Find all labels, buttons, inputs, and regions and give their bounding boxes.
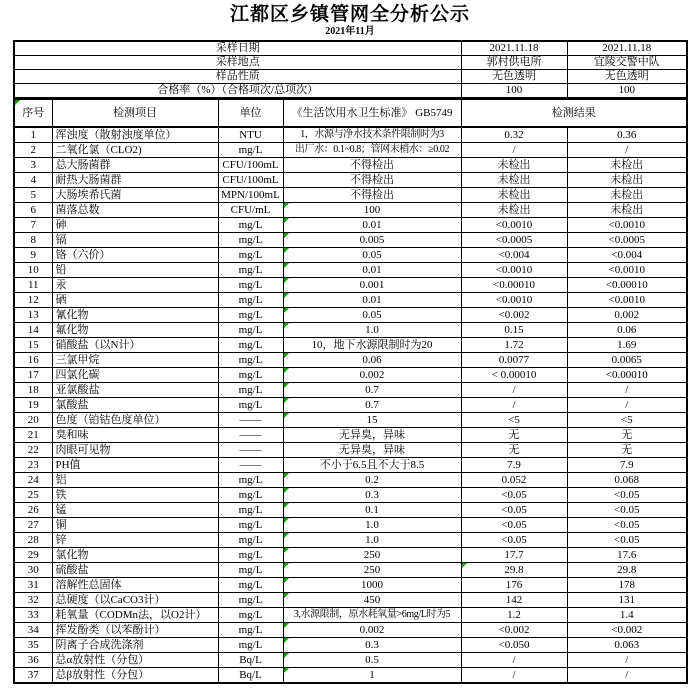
info-value-1: 无色透明 [461, 70, 567, 84]
cell-index: 24 [14, 473, 52, 488]
cell-result-2: 17.6 [567, 548, 687, 563]
cell-unit: mg/L [218, 263, 283, 278]
cell-standard: 1.0 [283, 518, 461, 533]
cell-index: 17 [14, 368, 52, 383]
cell-unit: —— [218, 443, 283, 458]
cell-result-1: 未检出 [461, 188, 567, 203]
cell-unit: mg/L [218, 143, 283, 158]
cell-item: 阴离子合成洗涤剂 [52, 638, 218, 653]
cell-result-2: <0.004 [567, 248, 687, 263]
table-row [14, 173, 687, 188]
cell-result-1: 无 [461, 428, 567, 443]
table-row [14, 263, 687, 278]
cell-item: 氯酸盐 [52, 398, 218, 413]
cell-result-1: 未检出 [461, 158, 567, 173]
cell-item: 耗氧量（CODMn法，以O2计） [52, 608, 218, 623]
cell-unit: mg/L [218, 623, 283, 638]
cell-item: 溶解性总固体 [52, 578, 218, 593]
cell-standard: 1.0 [283, 323, 461, 338]
info-label: 采样日期 [14, 41, 461, 56]
table-row [14, 233, 687, 248]
info-value-1: 2021.11.18 [461, 41, 567, 56]
cell-standard: 0.001 [283, 278, 461, 293]
cell-unit: mg/L [218, 383, 283, 398]
cell-standard: 15 [283, 413, 461, 428]
cell-result-1: <0.002 [461, 623, 567, 638]
cell-result-1: <0.0010 [461, 293, 567, 308]
table-row [14, 428, 687, 443]
cell-standard: 250 [283, 548, 461, 563]
cell-result-2: 无 [567, 428, 687, 443]
water-quality-table [13, 40, 688, 684]
cell-result-2: 0.068 [567, 473, 687, 488]
cell-standard: 1.0 [283, 533, 461, 548]
cell-unit: —— [218, 458, 283, 473]
cell-result-2: 29.8 [567, 563, 687, 578]
cell-unit: —— [218, 413, 283, 428]
cell-unit: mg/L [218, 608, 283, 623]
cell-result-2: <5 [567, 413, 687, 428]
cell-result-1: 1.72 [461, 338, 567, 353]
cell-item: 大肠埃希氏菌 [52, 188, 218, 203]
cell-index: 9 [14, 248, 52, 263]
table-row [14, 293, 687, 308]
cell-result-1: 0.0077 [461, 353, 567, 368]
cell-item: 总α放射性（分包） [52, 653, 218, 668]
table-row [14, 473, 687, 488]
cell-item: 总β放射性（分包） [52, 668, 218, 684]
cell-item: 色度（铂钴色度单位） [52, 413, 218, 428]
cell-unit: mg/L [218, 548, 283, 563]
header-unit: 单位 [218, 99, 283, 128]
cell-result-2: 178 [567, 578, 687, 593]
cell-result-2: 0.06 [567, 323, 687, 338]
cell-result-1: 无 [461, 443, 567, 458]
cell-result-2: / [567, 143, 687, 158]
info-row [14, 70, 687, 84]
cell-unit: mg/L [218, 233, 283, 248]
info-label: 合格率（%）（合格项次/总项次） [14, 84, 461, 99]
cell-item: 三氯甲烷 [52, 353, 218, 368]
info-value-1: 郭村供电所 [461, 56, 567, 70]
cell-index: 15 [14, 338, 52, 353]
cell-result-2: 0.063 [567, 638, 687, 653]
cell-item: 肉眼可见物 [52, 443, 218, 458]
cell-index: 3 [14, 158, 52, 173]
cell-item: 硫酸盐 [52, 563, 218, 578]
cell-unit: mg/L [218, 368, 283, 383]
cell-result-1: 0.052 [461, 473, 567, 488]
cell-unit: Bq/L [218, 668, 283, 684]
cell-standard: 0.01 [283, 263, 461, 278]
table-row [14, 368, 687, 383]
cell-result-1: <5 [461, 413, 567, 428]
cell-item: 氯化物 [52, 548, 218, 563]
cell-unit: mg/L [218, 398, 283, 413]
cell-index: 6 [14, 203, 52, 218]
cell-index: 5 [14, 188, 52, 203]
cell-standard: 不小于6.5且不大于8.5 [283, 458, 461, 473]
cell-result-1: <0.004 [461, 248, 567, 263]
cell-result-1: <0.050 [461, 638, 567, 653]
cell-item: 镉 [52, 233, 218, 248]
cell-result-2: <0.0005 [567, 233, 687, 248]
cell-item: 亚氯酸盐 [52, 383, 218, 398]
cell-item: 挥发酚类（以苯酚计） [52, 623, 218, 638]
cell-result-2: 131 [567, 593, 687, 608]
cell-index: 12 [14, 293, 52, 308]
cell-item: 菌落总数 [52, 203, 218, 218]
cell-standard: 0.05 [283, 248, 461, 263]
cell-unit: mg/L [218, 563, 283, 578]
table-row [14, 563, 687, 578]
cell-unit: CFU/100mL [218, 158, 283, 173]
table-row [14, 443, 687, 458]
table-row [14, 653, 687, 668]
table-row [14, 338, 687, 353]
cell-standard: 1，水源与净水技术条件限制时为3 [283, 127, 461, 143]
table-row [14, 503, 687, 518]
cell-result-1: 0.15 [461, 323, 567, 338]
header-item: 检测项目 [52, 99, 218, 128]
table-row [14, 458, 687, 473]
cell-standard: 无异臭，异味 [283, 443, 461, 458]
cell-result-2: <0.05 [567, 518, 687, 533]
cell-index: 26 [14, 503, 52, 518]
table-row [14, 248, 687, 263]
cell-index: 7 [14, 218, 52, 233]
cell-standard: 出厂水：0.1~0.8；管网末梢水：≥0.02 [283, 143, 461, 158]
cell-result-1: 29.8 [461, 563, 567, 578]
cell-result-2: / [567, 653, 687, 668]
cell-index: 31 [14, 578, 52, 593]
cell-result-2: 7.9 [567, 458, 687, 473]
cell-result-1: / [461, 143, 567, 158]
cell-result-2: / [567, 398, 687, 413]
cell-item: 氰化物 [52, 308, 218, 323]
cell-result-1: 7.9 [461, 458, 567, 473]
cell-standard: 0.2 [283, 473, 461, 488]
info-label: 样品性质 [14, 70, 461, 84]
cell-result-1: / [461, 668, 567, 684]
info-row [14, 56, 687, 70]
cell-unit: mg/L [218, 638, 283, 653]
cell-result-1: 1.2 [461, 608, 567, 623]
info-section [14, 41, 687, 99]
cell-result-1: <0.05 [461, 488, 567, 503]
page-title: 江都区乡镇管网全分析公示 [229, 4, 470, 25]
cell-item: 铅 [52, 263, 218, 278]
cell-item: 硝酸盐（以N计） [52, 338, 218, 353]
cell-standard: 不得检出 [283, 188, 461, 203]
cell-index: 34 [14, 623, 52, 638]
cell-result-1: 142 [461, 593, 567, 608]
cell-standard: 0.005 [283, 233, 461, 248]
cell-index: 4 [14, 173, 52, 188]
cell-standard: 0.01 [283, 293, 461, 308]
cell-result-2: <0.05 [567, 533, 687, 548]
table-row [14, 593, 687, 608]
cell-index: 14 [14, 323, 52, 338]
cell-result-1: / [461, 398, 567, 413]
cell-result-1: <0.0005 [461, 233, 567, 248]
header-result: 检测结果 [461, 99, 687, 128]
cell-index: 22 [14, 443, 52, 458]
cell-standard: 不得检出 [283, 158, 461, 173]
info-row [14, 41, 687, 56]
cell-result-1: 未检出 [461, 173, 567, 188]
cell-item: 氟化物 [52, 323, 218, 338]
cell-index: 28 [14, 533, 52, 548]
cell-standard: 0.1 [283, 503, 461, 518]
cell-standard: 0.05 [283, 308, 461, 323]
cell-index: 35 [14, 638, 52, 653]
cell-result-1: <0.0010 [461, 263, 567, 278]
table-row [14, 158, 687, 173]
info-value-2: 宜陵交警中队 [567, 56, 687, 70]
cell-index: 1 [14, 127, 52, 143]
table-row [14, 383, 687, 398]
data-section [14, 99, 687, 684]
cell-index: 10 [14, 263, 52, 278]
cell-index: 8 [14, 233, 52, 248]
cell-standard: 0.06 [283, 353, 461, 368]
cell-result-2: 无 [567, 443, 687, 458]
cell-standard: 10，地下水源限制时为20 [283, 338, 461, 353]
info-value-2: 无色透明 [567, 70, 687, 84]
cell-standard: 不得检出 [283, 173, 461, 188]
cell-result-1: / [461, 653, 567, 668]
cell-result-2: <0.00010 [567, 278, 687, 293]
cell-unit: mg/L [218, 353, 283, 368]
header-index: 序号 [14, 99, 52, 128]
table-row [14, 127, 687, 143]
cell-result-2: / [567, 383, 687, 398]
cell-result-2: <0.0010 [567, 293, 687, 308]
cell-unit: mg/L [218, 278, 283, 293]
cell-standard: 3,水源限制，原水耗氧量>6mg/L时为5 [283, 608, 461, 623]
cell-index: 32 [14, 593, 52, 608]
cell-result-1: 未检出 [461, 203, 567, 218]
cell-unit: mg/L [218, 293, 283, 308]
cell-standard: 0.002 [283, 623, 461, 638]
cell-unit: mg/L [218, 533, 283, 548]
cell-result-2: 1.4 [567, 608, 687, 623]
cell-item: 总大肠菌群 [52, 158, 218, 173]
table-row [14, 143, 687, 158]
cell-standard: 0.3 [283, 488, 461, 503]
cell-result-2: <0.05 [567, 503, 687, 518]
info-value-1: 100 [461, 84, 567, 99]
info-value-2: 2021.11.18 [567, 41, 687, 56]
header-standard: 《生活饮用水卫生标准》 GB5749 [283, 99, 461, 128]
cell-item: 铜 [52, 518, 218, 533]
cell-item: 汞 [52, 278, 218, 293]
cell-result-2: <0.0010 [567, 263, 687, 278]
cell-index: 33 [14, 608, 52, 623]
cell-index: 2 [14, 143, 52, 158]
cell-unit: CFU/mL [218, 203, 283, 218]
table-row [14, 323, 687, 338]
cell-standard: 1000 [283, 578, 461, 593]
table-row [14, 548, 687, 563]
cell-item: 硒 [52, 293, 218, 308]
table-row [14, 488, 687, 503]
cell-standard: 0.7 [283, 398, 461, 413]
cell-item: 砷 [52, 218, 218, 233]
table-row [14, 308, 687, 323]
cell-standard: 0.7 [283, 383, 461, 398]
cell-unit: —— [218, 428, 283, 443]
cell-unit: mg/L [218, 338, 283, 353]
cell-standard: 1 [283, 668, 461, 684]
cell-index: 18 [14, 383, 52, 398]
cell-index: 29 [14, 548, 52, 563]
cell-result-1: / [461, 383, 567, 398]
table-row [14, 608, 687, 623]
cell-index: 20 [14, 413, 52, 428]
cell-standard: 450 [283, 593, 461, 608]
column-header-row [14, 99, 687, 128]
cell-result-1: 0.32 [461, 127, 567, 143]
cell-standard: 0.002 [283, 368, 461, 383]
cell-item: 铬（六价） [52, 248, 218, 263]
cell-result-2: <0.05 [567, 488, 687, 503]
info-row [14, 84, 687, 99]
table-row [14, 188, 687, 203]
cell-unit: NTU [218, 127, 283, 143]
cell-standard: 0.5 [283, 653, 461, 668]
cell-unit: mg/L [218, 518, 283, 533]
cell-index: 37 [14, 668, 52, 684]
table-row [14, 638, 687, 653]
cell-item: 四氯化碳 [52, 368, 218, 383]
cell-unit: mg/L [218, 218, 283, 233]
table-row [14, 398, 687, 413]
cell-standard: 0.01 [283, 218, 461, 233]
cell-result-1: <0.05 [461, 533, 567, 548]
cell-result-1: <0.002 [461, 308, 567, 323]
cell-result-2: 1.69 [567, 338, 687, 353]
table-row [14, 353, 687, 368]
cell-index: 23 [14, 458, 52, 473]
cell-unit: mg/L [218, 503, 283, 518]
cell-item: 锌 [52, 533, 218, 548]
cell-result-1: 176 [461, 578, 567, 593]
cell-index: 16 [14, 353, 52, 368]
page-subtitle: 2021年11月 [325, 26, 375, 37]
cell-item: 总硬度（以CaCO3计） [52, 593, 218, 608]
cell-unit: mg/L [218, 578, 283, 593]
table-row [14, 518, 687, 533]
cell-item: 锰 [52, 503, 218, 518]
cell-unit: MPN/100mL [218, 188, 283, 203]
cell-unit: mg/L [218, 488, 283, 503]
cell-result-1: 17.7 [461, 548, 567, 563]
cell-result-1: <0.05 [461, 503, 567, 518]
cell-standard: 250 [283, 563, 461, 578]
cell-standard: 100 [283, 203, 461, 218]
cell-result-2: 0.0065 [567, 353, 687, 368]
table-row [14, 203, 687, 218]
cell-result-1: < 0.00010 [461, 368, 567, 383]
cell-unit: mg/L [218, 248, 283, 263]
cell-result-2: 0.002 [567, 308, 687, 323]
table-row [14, 533, 687, 548]
cell-unit: Bq/L [218, 653, 283, 668]
table-row [14, 278, 687, 293]
cell-unit: CFU/100mL [218, 173, 283, 188]
info-value-2: 100 [567, 84, 687, 99]
cell-result-2: 未检出 [567, 188, 687, 203]
cell-unit: mg/L [218, 593, 283, 608]
cell-result-2: <0.00010 [567, 368, 687, 383]
cell-unit: mg/L [218, 473, 283, 488]
cell-result-2: 未检出 [567, 203, 687, 218]
table-row [14, 578, 687, 593]
cell-item: 铝 [52, 473, 218, 488]
cell-item: 二氧化氯（CLO2) [52, 143, 218, 158]
cell-item: 臭和味 [52, 428, 218, 443]
cell-unit: mg/L [218, 308, 283, 323]
cell-index: 25 [14, 488, 52, 503]
cell-result-2: 未检出 [567, 158, 687, 173]
cell-item: PH值 [52, 458, 218, 473]
cell-index: 21 [14, 428, 52, 443]
cell-index: 19 [14, 398, 52, 413]
cell-unit: mg/L [218, 323, 283, 338]
cell-result-2: 未检出 [567, 173, 687, 188]
cell-result-1: <0.05 [461, 518, 567, 533]
cell-result-1: <0.00010 [461, 278, 567, 293]
table-row [14, 668, 687, 684]
table-row [14, 623, 687, 638]
cell-result-1: <0.0010 [461, 218, 567, 233]
cell-result-2: / [567, 668, 687, 684]
cell-item: 浑浊度（散射浊度单位） [52, 127, 218, 143]
cell-result-2: 0.36 [567, 127, 687, 143]
cell-index: 13 [14, 308, 52, 323]
table-row [14, 218, 687, 233]
cell-standard: 0.3 [283, 638, 461, 653]
cell-index: 27 [14, 518, 52, 533]
cell-result-2: <0.002 [567, 623, 687, 638]
cell-index: 36 [14, 653, 52, 668]
cell-index: 30 [14, 563, 52, 578]
cell-index: 11 [14, 278, 52, 293]
cell-standard: 无异臭，异味 [283, 428, 461, 443]
cell-result-2: <0.0010 [567, 218, 687, 233]
table-row [14, 413, 687, 428]
info-label: 采样地点 [14, 56, 461, 70]
cell-item: 耐热大肠菌群 [52, 173, 218, 188]
cell-item: 铁 [52, 488, 218, 503]
